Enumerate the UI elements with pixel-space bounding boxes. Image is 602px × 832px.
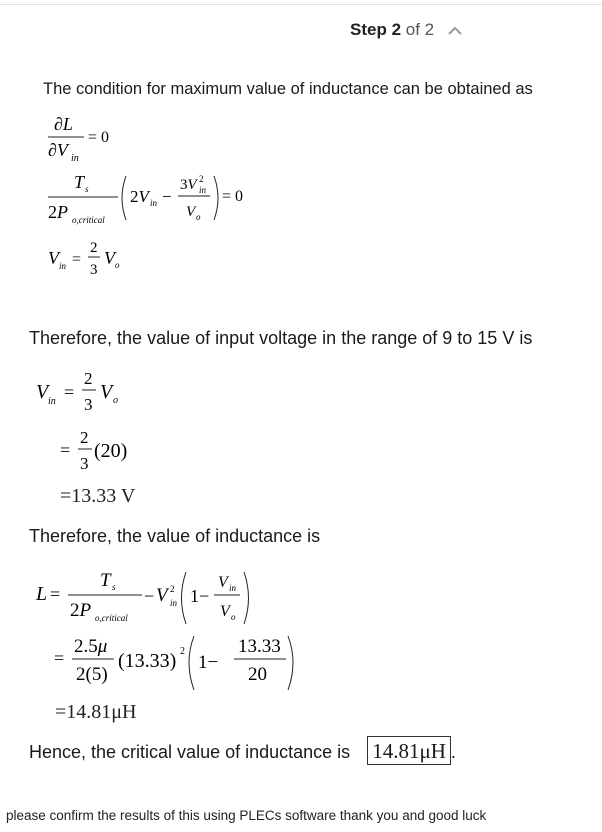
svg-text:s: s (112, 582, 116, 592)
equation-derivative (46, 112, 126, 164)
svg-text:o,critical: o,critical (95, 613, 128, 623)
svg-text:2P: 2P (70, 600, 92, 621)
equation-vin-substitution (58, 426, 158, 476)
svg-text:2: 2 (90, 240, 98, 256)
svg-text:o: o (113, 395, 118, 406)
svg-text:−: − (144, 586, 155, 606)
svg-text:V: V (220, 603, 230, 620)
svg-text:2: 2 (180, 646, 185, 657)
equation-inductance-value: =14.81μH (55, 701, 137, 723)
svg-text:in: in (150, 198, 158, 208)
svg-text:3: 3 (80, 454, 89, 473)
svg-text:V: V (156, 585, 168, 606)
svg-text:V: V (36, 381, 49, 403)
svg-text:V: V (186, 204, 196, 220)
hence-label: Hence, the critical value of inductance is (29, 742, 351, 762)
step-header[interactable] (350, 20, 463, 41)
svg-text:−: − (162, 187, 172, 206)
svg-text:2: 2 (80, 428, 89, 447)
equation-inductance-substitution (52, 630, 312, 694)
svg-text:V: V (218, 574, 228, 591)
svg-text:20: 20 (248, 664, 267, 685)
svg-text:s: s (85, 184, 89, 194)
svg-text:(20): (20) (94, 440, 128, 462)
svg-text:in: in (170, 598, 178, 608)
svg-text:= 0: = 0 (88, 129, 110, 146)
svg-text:=: = (50, 584, 61, 604)
svg-text:13.33: 13.33 (238, 636, 281, 657)
svg-text:=: = (54, 648, 65, 668)
equation-vin-result (46, 234, 146, 282)
svg-text:3: 3 (90, 262, 98, 278)
svg-text:2: 2 (199, 174, 204, 184)
hence-period: . (450, 742, 456, 762)
svg-text:2: 2 (170, 584, 175, 594)
svg-text:=: = (72, 251, 82, 268)
svg-text:in: in (199, 185, 207, 195)
svg-text:o: o (115, 260, 120, 270)
equation-vin-value: =13.33 V (60, 485, 136, 507)
svg-text:V: V (104, 248, 115, 268)
svg-text:3V: 3V (180, 177, 197, 193)
therefore-voltage-text: Therefore, the value of input voltage in the range of 9 to 15 V is (29, 328, 533, 348)
svg-text:T: T (100, 570, 111, 591)
svg-text:=: = (60, 440, 71, 460)
svg-text:= 0: = 0 (222, 188, 244, 205)
svg-text:o,critical: o,critical (72, 215, 105, 225)
svg-text:2.5μ: 2.5μ (74, 636, 108, 657)
answer-box: 14.81μH (367, 736, 451, 765)
svg-text:o: o (196, 212, 201, 222)
svg-text:in: in (59, 261, 67, 271)
svg-text:∂L: ∂L (54, 114, 73, 134)
hence-text (29, 739, 456, 764)
svg-text:(13.33): (13.33) (118, 650, 177, 672)
svg-text:2P: 2P (48, 202, 68, 222)
svg-text:in: in (48, 396, 56, 407)
footer-comment: please confirm the results of this using PLECs software thank you and good luck (6, 808, 487, 823)
svg-text:T: T (74, 172, 85, 192)
equation-condition (46, 168, 256, 230)
svg-text:3: 3 (84, 395, 93, 414)
svg-text:1−: 1− (198, 652, 219, 673)
svg-text:1−: 1− (190, 586, 210, 606)
svg-text:o: o (231, 612, 236, 622)
svg-text:∂V: ∂V (48, 140, 68, 160)
top-divider (0, 4, 602, 5)
therefore-inductance-text: Therefore, the value of inductance is (29, 526, 321, 546)
svg-text:=: = (64, 382, 75, 402)
svg-text:in: in (229, 583, 237, 593)
svg-text:2(5): 2(5) (76, 664, 108, 685)
intro-text: The condition for maximum value of inductance can be obtained as (43, 80, 533, 98)
step-total: of 2 (405, 20, 435, 39)
svg-text:V: V (100, 381, 113, 403)
chevron-up-icon[interactable] (447, 21, 463, 41)
svg-text:2: 2 (84, 369, 93, 388)
step-current: 2 (391, 20, 402, 39)
step-word: Step (350, 20, 387, 39)
equation-inductance-formula (34, 566, 274, 628)
svg-text:in: in (71, 153, 79, 164)
svg-text:L: L (36, 583, 48, 605)
equation-vin (34, 366, 144, 418)
svg-text:V: V (48, 248, 59, 268)
svg-text:2V: 2V (130, 187, 149, 206)
